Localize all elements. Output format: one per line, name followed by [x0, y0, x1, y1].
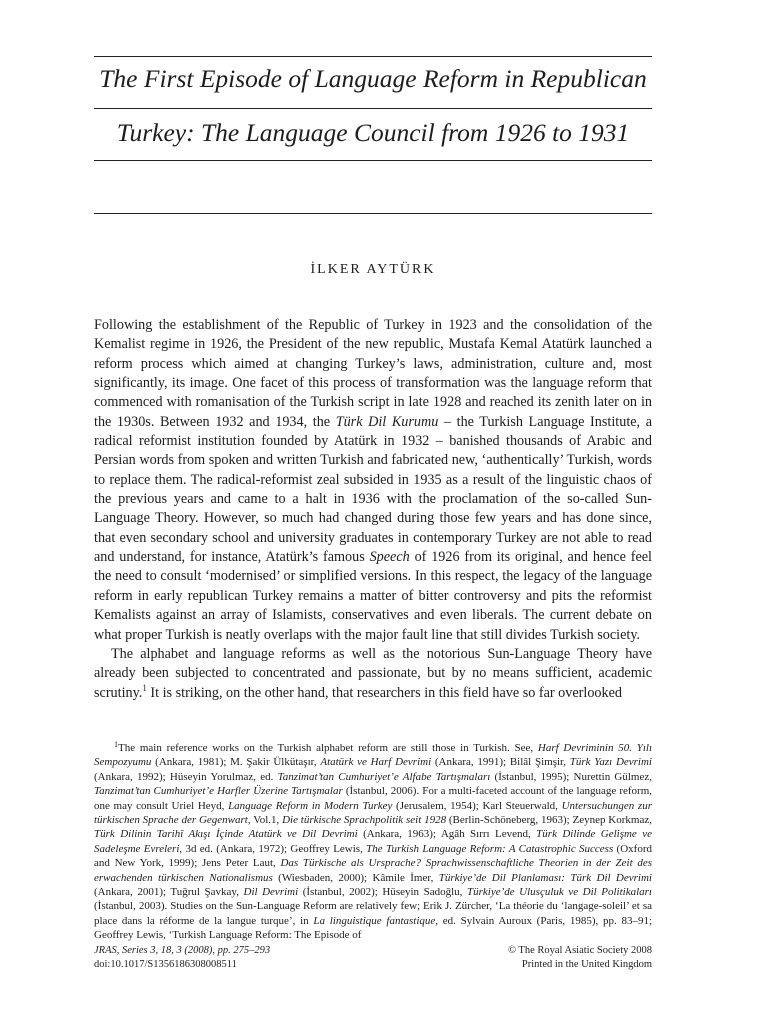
italic-speech: Speech [369, 549, 410, 566]
publisher-info [508, 944, 652, 972]
title-rule-middle [94, 108, 652, 109]
footnote-number: 1 [114, 740, 118, 749]
footnote-text-run: The main reference works on the Turkish alphabet reform are still those in Turkish. See, [118, 742, 538, 754]
footnote-text-run: (Jerusalem, 1954); Karl Steuerwald, [392, 799, 562, 812]
footnote-text-run: , Vol.1, [247, 814, 283, 827]
footnote-italic-title: Language Reform in Modern Turkey [228, 799, 393, 812]
footnote-italic-title: Atatürk ve Harf Devrimi [320, 756, 432, 769]
journal-citation [94, 944, 270, 972]
journal-reference: JRAS, Series 3, 18, 3 (2008), pp. 275–293 [94, 945, 271, 956]
article-title-line-2: Turkey: The Language Council from 1926 to 1931 [116, 118, 630, 147]
footnote-italic-title: Türk Yazı Devrimi [569, 756, 652, 769]
footnote-text-run: (İstanbul, 2003). Studies on the Sun-Language Reform are relatively few; Erik J. Zürcher, ‘La théorie du ‘langage-soleil’ et sa place dans la réforme de la langue turque’, in [94, 900, 652, 927]
footnote-italic-title: La linguistique fantastique [313, 914, 436, 927]
footnote-text-run: (Ankara, 1981); M. Şakir Ülkütaşır, [151, 756, 321, 769]
footnote-italic-title: Die türkische Sprachpolitik seit 1928 [282, 814, 447, 827]
paragraph-1: Following the establishment of the Republic of Turkey in 1923 and the consolidation of the Kemalist regime in 1926, the President of the new republic, Mustafa Kemal Atatürk launched a reform process which aimed at changing Turkey’s laws, administration, culture and, most significantly, its image. One facet of this process of transformation was the language reform that commenced with romanisation of the Turkish script in late 1928 and reached its zenith later on in the 1930s. Between 1932 and 1934, the Türk Dil Kurumu – the Turkish Language Institute, a radical reformist institution founded by Atatürk in 1932 – banished thousands of Arabic and Persian words from spoken and written Turkish and fabricated new, ‘authentically’ Turkish, words to replace them. The radical-reformist zeal subsided in 1935 as a result of the linguistic chaos of the previous years and came to a halt in 1936 with the proclamation of the so-called Sun-Language Theory. However, so much had changed during those few years and has done since, that even secondary school and university graduates in contemporary Turkey are not able to read and understand, for instance, Atatürk’s famous Speech of 1926 from its original, and hence feel the need to consult ‘modernised’ or simplified versions. In this respect, the legacy of the language reform in early republican Turkey remains a matter of bitter controversy and pits the reformist Kemalists against an array of Islamists, conservatives and even liberals. The current debate on what proper Turkish is neatly overlaps with the major fault line that still divides Turkish society. [94, 317, 652, 643]
footnote-italic-title: Tanzimat’tan Cumhuriyet’e Harfler Üzerine Tartışmalar [94, 785, 343, 798]
footnote-text-run: (İstanbul, 2006). For a multi-faceted account of the language reform, one may consult Uriel Heyd, [94, 785, 652, 812]
footnote-italic-title: Dil Devrimi [243, 886, 299, 899]
bottom-title-rule [94, 213, 652, 214]
footnote-italic-title: Türkiye’de Ulusçuluk ve Dil Politikaları [466, 886, 652, 899]
footnote-text-run: (Ankara, 1992); Hüseyin Yorulmaz, ed. [94, 770, 278, 783]
title-rule-lower [94, 160, 652, 161]
footnote-italic-title: Türk Dilinin Tarihî Akışı İçinde Atatürk ve Dil Devrimi [94, 828, 358, 841]
footnote-text-run: , ed. Sylvain Auroux (Paris, 1985), pp. 83–91; Geoffrey Lewis, ‘Turkish Language Reform: The Episode of [94, 914, 652, 942]
footnote-italic-title: Türkiye’de Dil Planlaması: Türk Dil Devrimi [438, 871, 652, 884]
copyright-notice: © The Royal Asiatic Society 2008 [508, 945, 652, 956]
doi[interactable]: doi:10.1017/S1356186308008511 [94, 959, 237, 970]
footnote-text-run: (Ankara, 1991); Bilâl Şimşir, [431, 756, 570, 769]
author-name: İLKER AYTÜRK [310, 262, 436, 277]
footnote-text-run: (Berlin-Schöneberg, 1963); Zeynep Korkmaz, [446, 814, 652, 827]
footnote-ref-1[interactable]: 1 [142, 682, 147, 693]
footnote-text [94, 741, 652, 943]
footnote-text-run: , 3d ed. (Ankara, 1972); Geoffrey Lewis, [179, 842, 367, 855]
footnote-italic-title: The Turkish Language Reform: A Catastrophic Success [366, 842, 614, 855]
footnote-text-run: (Wiesbaden, 2000); Kâmile İmer, [272, 871, 439, 884]
footnote-text-run: (Ankara, 2001); Tuğrul Şavkay, [94, 886, 244, 899]
footnote-italic-title: Harf Devriminin 50. Yılı Sempozyumu [94, 742, 652, 769]
footnote-text-run: (Oxford and New York, 1999); Jens Peter Laut, [94, 842, 652, 870]
article-title-line-1: The First Episode of Language Reform in Republican [99, 64, 647, 93]
footnote-text-run: (İstanbul, 2002); Hüseyin Sadoğlu, [298, 886, 467, 899]
footnote-text-run: (İstanbul, 1995); Nurettin Gülmez, [490, 770, 652, 783]
footnote-italic-title: Tanzimat’tan Cumhuriyet’e Alfabe Tartışmaları [277, 770, 491, 783]
article-body [94, 316, 652, 703]
footnote-italic-title: Untersuchungen zur türkischen Sprache der Gegenwart [94, 799, 652, 827]
footnote-1 [94, 741, 652, 943]
footnote-text-run: (Ankara, 1963); Agâh Sırrı Levend, [357, 828, 537, 841]
top-rule [94, 56, 652, 57]
paragraph-2: The alphabet and language reforms as well as the notorious Sun-Language Theory have already been subjected to concentrated and passionate, but by no means sufficient, academic scrutiny.$^1$ It is striking, on the other hand, that researchers in this field have so far overlooked [94, 645, 652, 701]
footnote-italic-title: Türk Dilinde Gelişme ve Sadeleşme Evreleri [94, 828, 652, 855]
printed-location: Printed in the United Kingdom [521, 959, 652, 970]
italic-institute-name: Türk Dil Kurumu [335, 413, 439, 430]
footnote-italic-title: Das Türkische als Ursprache? Sprachwissenschaftliche Theorien in der Zeit des erwachenden türkischen Nationalismus [94, 857, 652, 884]
